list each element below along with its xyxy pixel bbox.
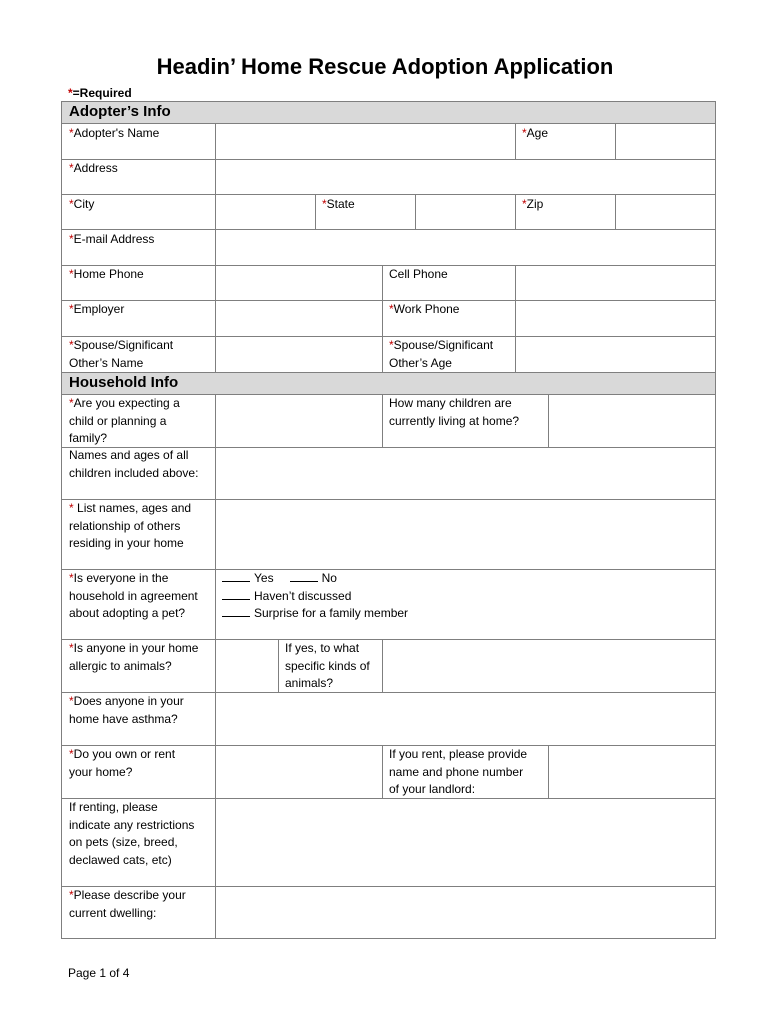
asthma-label-line: home have asthma?	[69, 711, 178, 726]
allergy-kinds-input[interactable]	[383, 640, 715, 692]
adopter-name-label-text: Adopter's Name	[73, 126, 160, 140]
spouse-name-label-line: Other’s Name	[69, 355, 144, 370]
restrictions-label-line: indicate any restrictions	[69, 817, 195, 832]
option-not-discussed-label: Haven’t discussed	[254, 588, 352, 603]
zip-label	[522, 196, 543, 214]
application-form	[61, 101, 716, 939]
city-label	[69, 196, 94, 214]
home-phone-label-text: Home Phone	[73, 267, 144, 281]
asthma-input[interactable]	[216, 693, 715, 745]
employer-label	[69, 301, 124, 319]
required-marker: *	[69, 694, 74, 708]
required-marker: *	[69, 571, 74, 585]
age-input[interactable]	[616, 124, 715, 159]
landlord-label	[389, 746, 527, 799]
required-marker: *	[69, 641, 74, 655]
expecting-input[interactable]	[216, 395, 382, 447]
asthma-label-line: Does anyone in your	[73, 694, 184, 708]
landlord-label-line: If you rent, please provide	[389, 747, 528, 761]
state-input[interactable]	[416, 195, 515, 229]
home-phone-label	[69, 266, 144, 284]
children-count-label-line: How many children are	[389, 396, 512, 410]
children-count-input[interactable]	[549, 395, 715, 447]
section-title-adopter: Adopter’s Info	[69, 103, 171, 120]
border-right	[715, 101, 716, 939]
required-marker: *	[69, 888, 74, 902]
column-divider	[515, 123, 516, 159]
restrictions-label	[69, 799, 194, 869]
city-input[interactable]	[216, 195, 315, 229]
children-names-input[interactable]	[216, 448, 715, 499]
required-marker: *	[69, 161, 74, 175]
zip-input[interactable]	[616, 195, 715, 229]
own-rent-input[interactable]	[216, 746, 382, 798]
agreement-option-row	[222, 605, 408, 623]
age-label-text: Age	[526, 126, 549, 140]
expecting-label-line: Are you expecting a	[73, 396, 180, 410]
rule	[62, 101, 716, 102]
cell-phone-input[interactable]	[516, 266, 715, 300]
landlord-label-line: of your landlord:	[389, 782, 476, 796]
own-rent-label-line: your home?	[69, 764, 133, 779]
section-bar-household	[62, 372, 715, 394]
employer-input[interactable]	[216, 301, 382, 336]
email-input[interactable]	[216, 230, 715, 265]
children-names-label-line: children included above:	[69, 465, 199, 480]
required-marker: *	[69, 302, 74, 316]
children-count-label-line: currently living at home?	[389, 413, 520, 428]
column-divider	[382, 265, 383, 372]
column-divider	[515, 194, 516, 229]
expecting-label	[69, 395, 180, 448]
landlord-input[interactable]	[549, 746, 715, 798]
column-divider	[278, 639, 279, 692]
allergic-label-line: Is anyone in your home	[73, 641, 199, 655]
spouse-name-label	[69, 337, 173, 372]
address-label-text: Address	[73, 161, 118, 175]
required-marker: *	[69, 126, 74, 140]
restrictions-input[interactable]	[216, 799, 715, 886]
children-names-label-line: Names and ages of all	[69, 448, 189, 462]
option-surprise-label: Surprise for a family member	[254, 606, 409, 620]
required-marker: *	[69, 267, 74, 281]
rule	[62, 938, 716, 939]
city-label-text: City	[73, 197, 95, 211]
dwelling-label	[69, 887, 186, 922]
option-no-label: No	[321, 571, 337, 585]
page-number: Page 1 of 4	[68, 966, 130, 980]
others-label-line: residing in your home	[69, 536, 184, 550]
email-label-text: E-mail Address	[73, 232, 155, 246]
spouse-age-label	[389, 337, 493, 372]
allergy-kinds-label	[285, 640, 370, 693]
agreement-label	[69, 570, 198, 623]
allergic-label-line: allergic to animals?	[69, 658, 172, 673]
required-marker: *	[69, 747, 74, 761]
section-title-household: Household Info	[69, 374, 179, 391]
children-count-label	[389, 395, 519, 430]
required-marker: *	[69, 197, 74, 211]
address-input[interactable]	[216, 160, 715, 194]
address-label	[69, 160, 118, 178]
allergy-kinds-label-line: animals?	[285, 676, 334, 690]
column-divider	[315, 194, 316, 229]
required-marker: *	[69, 396, 74, 410]
dwelling-label-line: Please describe your	[73, 888, 186, 902]
children-names-label	[69, 447, 198, 482]
landlord-label-line: name and phone number	[389, 764, 524, 779]
required-marker: *	[69, 501, 74, 515]
adopter-name-input[interactable]	[216, 124, 515, 159]
state-label-text: State	[326, 197, 355, 211]
option-yes-label: Yes	[254, 571, 274, 585]
work-phone-input[interactable]	[516, 301, 715, 336]
expecting-label-line: family?	[69, 431, 108, 445]
agreement-label-line: household in agreement	[69, 588, 198, 603]
others-input[interactable]	[216, 500, 715, 569]
spouse-age-input[interactable]	[516, 337, 715, 372]
work-phone-label	[389, 301, 459, 319]
employer-label-text: Employer	[73, 302, 125, 316]
required-marker: *	[69, 232, 74, 246]
section-bar-adopter	[62, 101, 715, 123]
column-divider	[382, 745, 383, 798]
page-title: Headin’ Home Rescue Adoption Application	[156, 54, 614, 79]
required-marker: *	[522, 197, 527, 211]
agreement-label-line: about adopting a pet?	[69, 606, 186, 620]
spouse-age-label-line: Spouse/Significant	[393, 338, 494, 352]
agreement-option-row	[222, 588, 408, 606]
spouse-age-label-line: Other’s Age	[389, 355, 452, 370]
required-note	[68, 86, 132, 100]
restrictions-label-line: declawed cats, etc)	[69, 852, 172, 867]
others-label-line: relationship of others	[69, 518, 181, 533]
required-marker: *	[322, 197, 327, 211]
zip-label-text: Zip	[526, 197, 544, 211]
expecting-label-line: child or planning a	[69, 413, 167, 428]
email-label	[69, 231, 154, 249]
dwelling-label-line: current dwelling:	[69, 905, 157, 920]
others-label	[69, 500, 191, 553]
others-label-line: List names, ages and	[77, 501, 192, 515]
home-phone-input[interactable]	[216, 266, 382, 300]
spouse-name-input[interactable]	[216, 337, 382, 372]
restrictions-label-line: If renting, please	[69, 800, 158, 814]
required-marker: *	[522, 126, 527, 140]
required-marker: *	[389, 302, 394, 316]
agreement-option-row	[222, 570, 408, 588]
spouse-name-label-line: Spouse/Significant	[73, 338, 174, 352]
restrictions-label-line: on pets (size, breed,	[69, 835, 178, 849]
cell-phone-label: Cell Phone	[389, 267, 448, 281]
own-rent-label	[69, 746, 175, 781]
required-marker: *	[68, 86, 73, 100]
work-phone-label-text: Work Phone	[393, 302, 460, 316]
rule	[62, 372, 716, 373]
asthma-label	[69, 693, 184, 728]
column-divider	[382, 394, 383, 447]
allergic-label	[69, 640, 198, 675]
option-surprise-blank[interactable]	[222, 605, 250, 617]
required-marker: *	[389, 338, 394, 352]
agreement-label-line: Is everyone in the	[73, 571, 169, 585]
own-rent-label-line: Do you own or rent	[73, 747, 176, 761]
allergy-kinds-label-line: specific kinds of	[285, 658, 370, 673]
dwelling-input[interactable]	[216, 887, 715, 938]
state-label	[322, 196, 355, 214]
agreement-options	[222, 570, 408, 623]
option-yes-blank[interactable]	[222, 570, 250, 582]
required-note-text: =Required	[72, 86, 132, 100]
option-no-blank[interactable]	[290, 570, 318, 582]
allergic-input[interactable]	[216, 640, 278, 692]
age-label	[522, 125, 548, 143]
allergy-kinds-label-line: If yes, to what	[285, 641, 360, 655]
adopter-name-label	[69, 125, 159, 143]
required-marker: *	[69, 338, 74, 352]
option-not-discussed-blank[interactable]	[222, 588, 250, 600]
